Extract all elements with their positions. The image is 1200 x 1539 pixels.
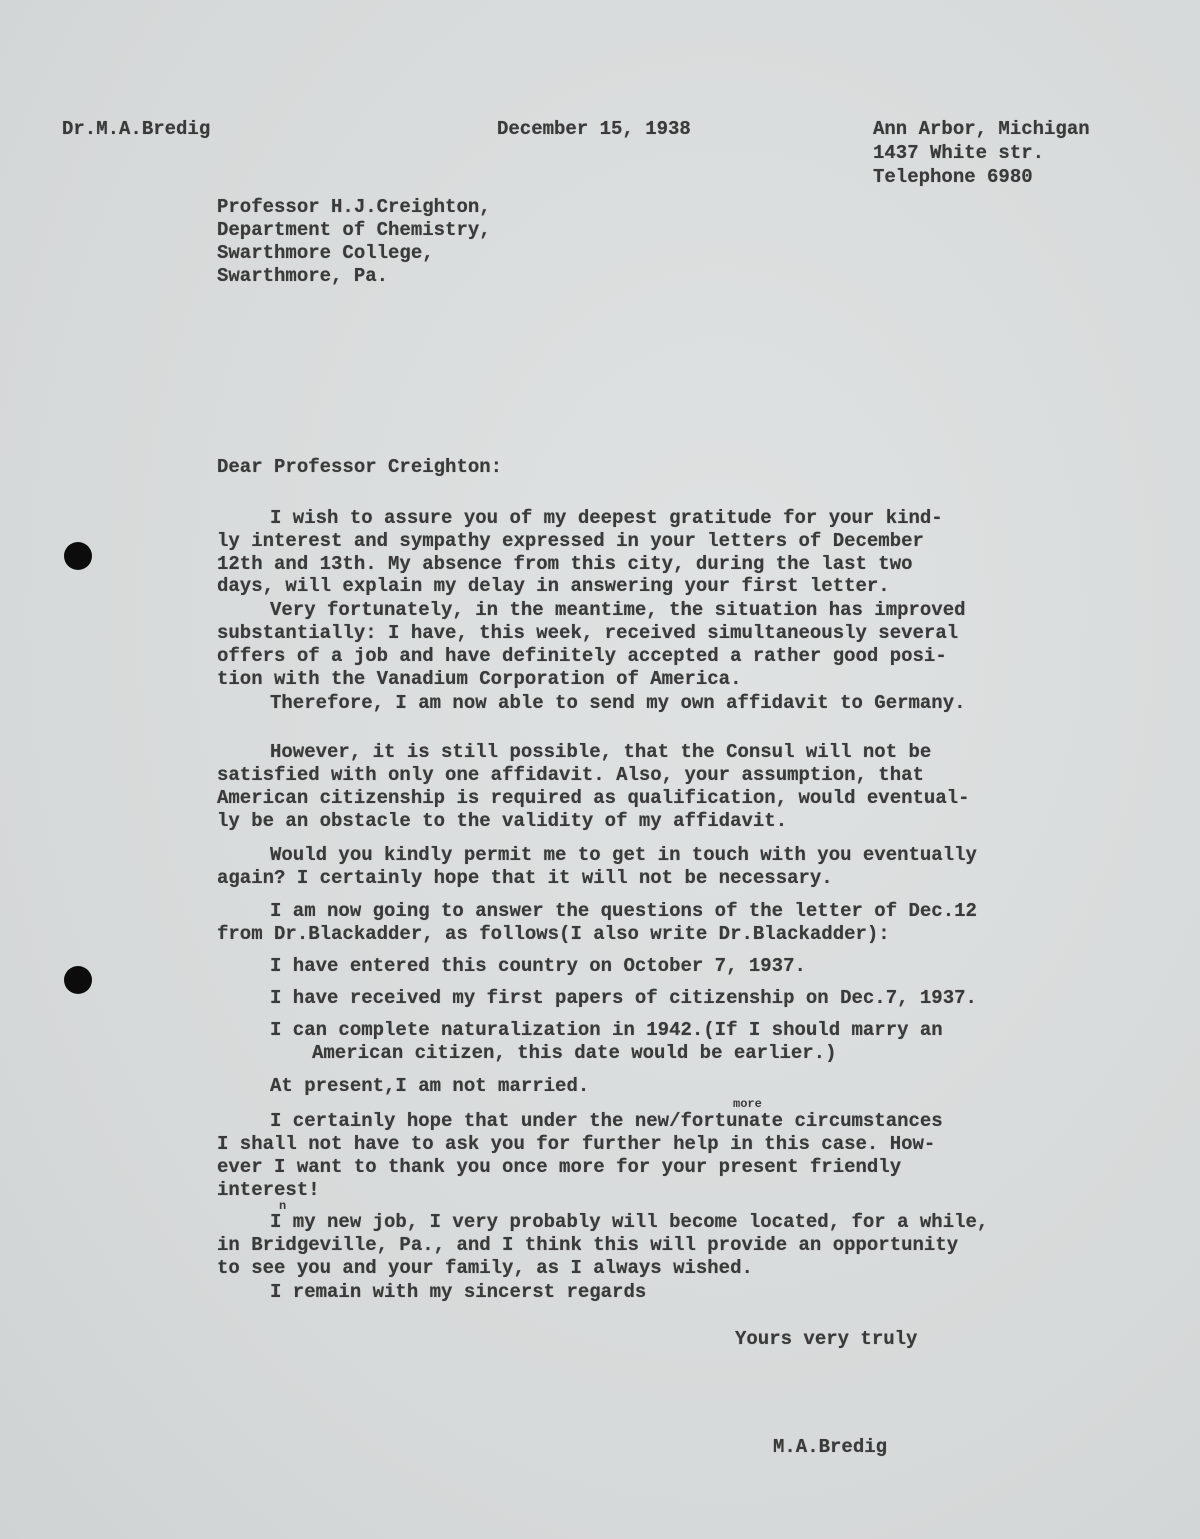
body-line: offers of a job and have definitely accepted a rather good posi- [217,645,947,667]
salutation: Dear Professor Creighton: [217,456,503,478]
body-line: I have entered this country on October 7, 1937. [270,955,806,977]
body-line: tion with the Vanadium Corporation of America. [217,668,742,690]
body-line: American citizenship is required as qualification, would eventual- [217,787,970,809]
body-line: satisfied with only one affidavit. Also, your assumption, that [217,764,924,786]
body-line: At present,I am not married. [270,1075,590,1097]
recipient-address-line: Department of Chemistry, [217,219,491,241]
body-line: I my new job, I very probably will become located, for a while, [270,1211,989,1233]
punch-hole [64,966,92,994]
body-line: in Bridgeville, Pa., and I think this will provide an opportunity [217,1234,959,1256]
body-line: ly interest and sympathy expressed in your letters of December [217,530,924,552]
body-line: days, will explain my delay in answering your first letter. [217,575,890,597]
body-line: However, it is still possible, that the Consul will not be [270,741,932,763]
body-line: American citizen, this date would be earlier.) [312,1042,837,1064]
recipient-address-line: Professor H.J.Creighton, [217,196,491,218]
handwritten-insertion: more [733,1097,762,1111]
body-line: from Dr.Blackadder, as follows(I also write Dr.Blackadder): [217,923,890,945]
body-line: to see you and your family, as I always wished. [217,1257,753,1279]
handwritten-insertion: n [279,1199,287,1213]
body-line: again? I certainly hope that it will not be necessary. [217,867,833,889]
body-line: 12th and 13th. My absence from this city, during the last two [217,553,913,575]
punch-hole [64,542,92,570]
letter-date: December 15, 1938 [497,118,691,140]
body-line: I can complete naturalization in 1942.(If I should marry an [270,1019,943,1041]
body-line: ly be an obstacle to the validity of my affidavit. [217,810,788,832]
body-line: I am now going to answer the questions of the letter of Dec.12 [270,900,977,922]
recipient-address-line: Swarthmore, Pa. [217,265,389,287]
body-line: I certainly hope that under the new/fortunate circumstances [270,1110,943,1132]
body-line: Would you kindly permit me to get in touch with you eventually [270,844,977,866]
sender-address-line: Telephone 6980 [873,166,1033,188]
body-line: Very fortunately, in the meantime, the situation has improved [270,599,966,621]
sender-address-line: 1437 White str. [873,142,1045,164]
sender-address-line: Ann Arbor, Michigan [873,118,1090,140]
signature: M.A.Bredig [773,1436,888,1458]
body-line: interest! [217,1179,320,1201]
body-line: Therefore, I am now able to send my own affidavit to Germany. [270,692,966,714]
body-line: I remain with my sincerst regards [270,1281,647,1303]
body-line: I shall not have to ask you for further help in this case. How- [217,1133,936,1155]
body-line: I have received my first papers of citizenship on Dec.7, 1937. [270,987,977,1009]
closing: Yours very truly [735,1328,918,1350]
recipient-address-line: Swarthmore College, [217,242,434,264]
body-line: substantially: I have, this week, received simultaneously several [217,622,959,644]
body-line: ever I want to thank you once more for your present friendly [217,1156,902,1178]
body-line: I wish to assure you of my deepest gratitude for your kind- [270,507,943,529]
sender-name: Dr.M.A.Bredig [62,118,211,140]
